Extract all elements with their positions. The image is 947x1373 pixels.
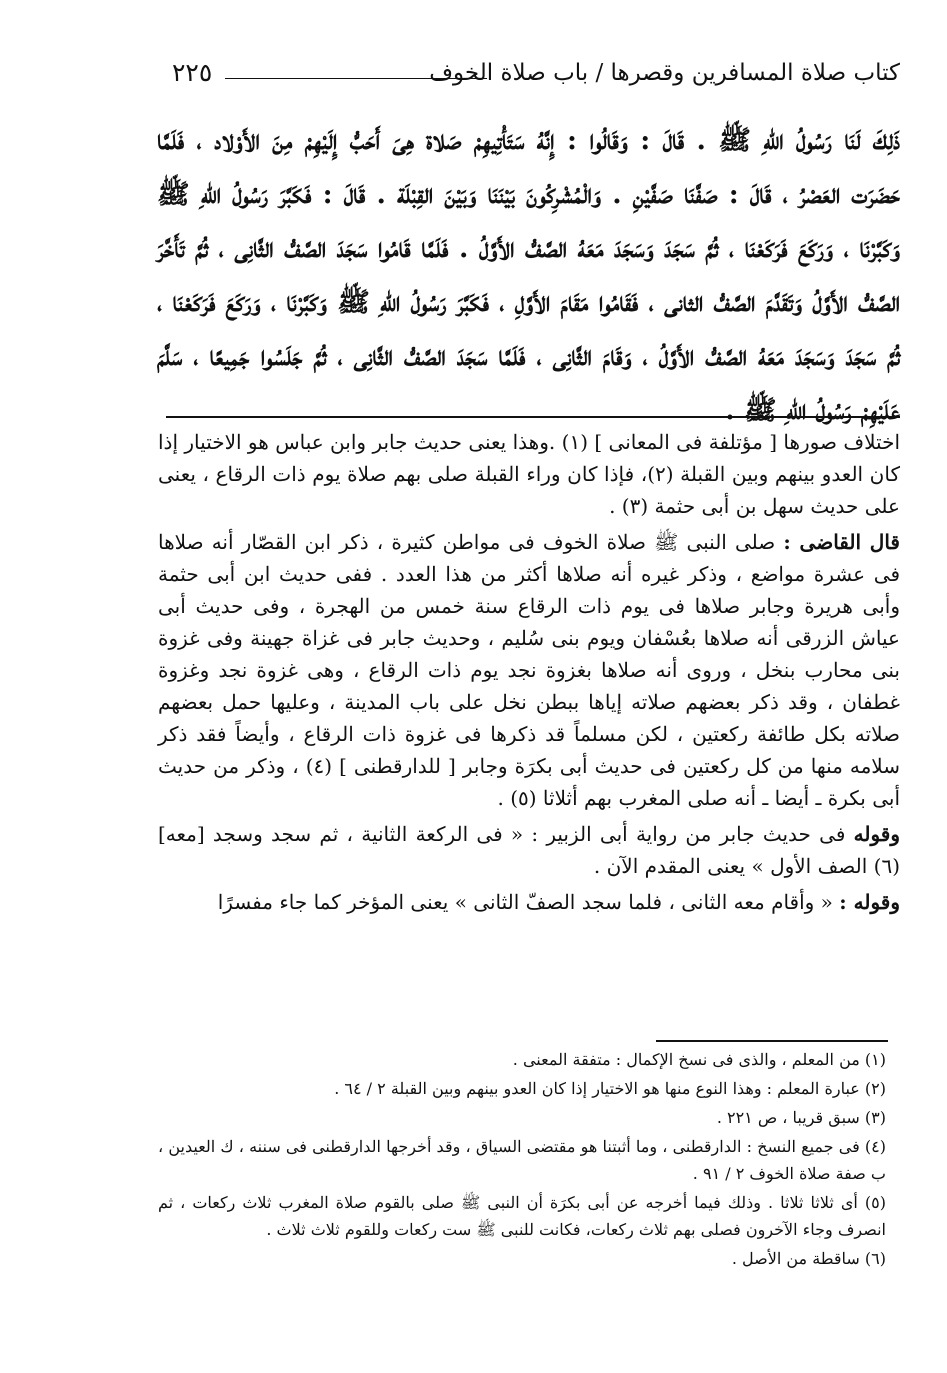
footnote-2: (٢) عبارة المعلم : وهذا النوع منها هو الاختيار إذا كان العدو بينهم وبين القبلة ٢ / ٦٤ . xyxy=(334,1079,886,1098)
footnote-divider xyxy=(656,1040,888,1042)
footnote-6: (٦) ساقطة من الأصل . xyxy=(731,1249,886,1268)
commentary-paragraph-1: اختلاف صورها [ مؤتلفة فى المعانى ] (١) .وهذا يعنى حديث جابر وابن عباس هو الاختيار إذا كان العدو بينهم وبين القبلة (٢)، فإذا كان وراء القبلة صلى بهم صلاة يوم ذات الرقاع ، يعنى على حديث سهل بن أبى حثمة (٣) . xyxy=(158,430,900,518)
paragraph-text: « وأقام معه الثانى ، فلما سجد الصفّ الثانى » يعنى المؤخر كما جاء مفسرًا xyxy=(217,890,833,914)
commentary-paragraph-2 xyxy=(158,526,900,814)
running-header xyxy=(160,52,900,102)
hadith-text: ذَلِكَ لَنَا رَسُولُ اللهِ ﷺ . قَالَ : وَقَالُوا : إِنَّهُ سَتَأْتِيهِمْ صَلاة هِىَ أَحَبُّ إِلَيْهِمْ مِنَ الأَوْلاد ، فَلَمَّا حَضَرَت العَصْرُ ، قَالَ : صَفَّنَا صَفَّيْنِ . وَالْمُشْرِكُونَ بَيْنَنَا وَبَيْنَ القِبْلَة . قَالَ : فَكَبَّرَ رَسُولُ اللهِ ﷺ وَكَبَّرْنَا ، وَرَكَعَ فَرَكَعْنَا ، ثُمَّ سَجَدَ وَسَجَدَ مَعَهُ الصَّفُّ الأَوَّلُ . فَلَمَّا قَامُوا سَجَدَ الصَّفُّ الثَّانِى ، ثُمَّ تَأَخَّرَ الصَّفُّ الأَوَّلُ وَتَقَدَّمَ الصَّفُّ الثانى ، فَقَامُوا مَقَامَ الأَوَّلِ ، فَكَبَّرَ رَسُولُ اللهِ ﷺ وَكَبَّرْنَا ، وَرَكَعَ فَرَكَعْنَا ، ثُمَّ سَجَدَ وَسَجَدَ مَعَهُ الصَّفُّ الأَوَّلُ ، وَقَامَ الثَّانِى ، فَلَمَّا سَجَدَ الصَّفُّ الثَّانِى ، ثُمَّ جَلَسُوا جَمِيعًا ، سَلَّمَ عَلَيْهِمْ رَسُولُ اللهِ ﷺ . xyxy=(157,125,901,426)
paragraph-text: فى حديث جابر من رواية أبى الزبير : « فى الركعة الثانية ، ثم سجد وسجد [معه] (٦) الصف الأول » يعنى المقدم الآن . xyxy=(158,822,900,878)
chapter-title: كتاب صلاة المسافرين وقصرها / باب صلاة الخوف xyxy=(429,60,900,86)
paragraph-text: صلى النبى ﷺ صلاة الخوف فى مواطن كثيرة ، ذكر ابن القصّار أنه صلاها فى عشرة مواضع ، وذكر غيره أنه صلاها أكثر من هذا العدد . ففى حديث ابن أبى حثمة وأبى هريرة وجابر صلاها فى يوم ذات الرقاع سنة خمس من الهجرة ، وفى حديث أبى عياش الزرقى أنه صلاها بعُسْفان ويوم بنى سُليم ، وحديث جابر فى غزاة جهينة وفى غزوة بنى محارب بنخل ، وروى أنه صلاها بغزوة نجد يوم ذات الرقاع ، وهى غزوة نجد وغزوة غطفان ، وقد ذكر بعضهم صلاته إياها ببطن نخل على باب المدينة ، وعليها حمل بعضهم صلاته بكل طائفة ركعتين ، لكن مسلماً قد ذكرها فى غزوة ذات الرقاع ، وأيضاً فقد ذكر سلامه منها من كل ركعتين فى حديث أبى بكرَة وجابر [ للدارقطنى ] (٤) ، وذكر من حديث أبى بكرة ـ أيضا ـ أنه صلى المغرب بهم أثلاثا (٥) . xyxy=(158,530,900,810)
footnotes xyxy=(158,1046,886,1274)
commentary-paragraph-3 xyxy=(158,818,900,882)
page-number: ٢٢٥ xyxy=(172,58,213,87)
footnote-1: (١) من المعلم ، والذى فى نسخ الإكمال : متفقة المعنى . xyxy=(512,1050,886,1069)
paragraph-lead: وقوله xyxy=(853,822,901,846)
section-divider xyxy=(166,416,900,418)
paragraph-lead: وقوله : xyxy=(839,890,900,914)
footnote-4: (٤) فى جميع النسخ : الدارقطنى ، وما أثبتنا هو مقتضى السياق ، وقد أخرجها الدارقطنى فى سننه ، ك العيدين ، ب صفة صلاة الخوف ٢ / ٩١ . xyxy=(158,1137,886,1183)
header-rule xyxy=(225,78,487,79)
commentary-paragraph-4 xyxy=(158,886,900,918)
commentary xyxy=(158,426,900,922)
paragraph-lead: قال القاضى : xyxy=(783,530,900,554)
footnote-3: (٣) سبق قريبا ، ص ٢٢١ . xyxy=(716,1108,886,1127)
footnote-5: (٥) أى ثلاثا ثلاثا . وذلك فيما أخرجه عن أبى بكرَة أن النبى ﷺ صلى بالقوم صلاة المغرب ثلاث ركعات ، ثم انصرف وجاء الآخرون فصلى بهم ثلاث ركعات، فكانت للنبى ﷺ ست ركعات وللقوم ثلاث ثلاث . xyxy=(158,1193,886,1239)
